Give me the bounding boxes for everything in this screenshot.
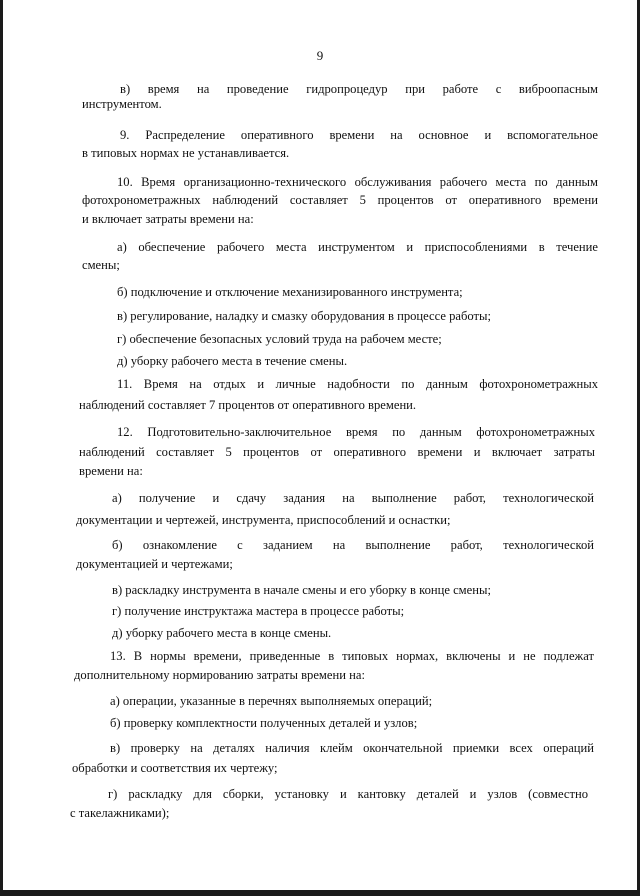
text-line: б) подключение и отключение механизированного инструмента;: [117, 285, 463, 299]
text-line: и включает затраты времени на:: [82, 212, 254, 226]
text-line: смены;: [82, 258, 120, 272]
text-line: г) обеспечение безопасных условий труда на рабочем месте;: [117, 332, 442, 346]
text-line: а) обеспечение рабочего места инструментом и приспособлениями в течение: [117, 240, 598, 254]
text-line: д) уборку рабочего места в конце смены.: [112, 626, 332, 640]
text-line: в) проверку на деталях наличия клейм окончательной приемки всех операций: [110, 741, 594, 755]
text-line: дополнительному нормированию затраты времени на:: [74, 668, 365, 682]
text-line: 10. Время организационно-технического обслуживания рабочего места по данным: [117, 175, 598, 189]
text-line: 9. Распределение оперативного времени на основное и вспомогательное: [120, 128, 598, 142]
text-line: времени на:: [79, 464, 143, 478]
text-line: документацией и чертежами;: [76, 557, 233, 571]
text-line: фотохронометражных наблюдений составляет 5 процентов от оперативного времени: [82, 193, 598, 207]
text-line: в) регулирование, наладку и смазку оборудования в процессе работы;: [117, 309, 492, 323]
text-line: 12. Подготовительно-заключительное время по данным фотохронометражных: [117, 425, 595, 439]
text-line: наблюдений составляет 7 процентов от оперативного времени.: [79, 398, 417, 412]
text-line: наблюдений составляет 5 процентов от оперативного времени и включает затраты: [79, 445, 595, 459]
text-line: г) получение инструктажа мастера в процессе работы;: [112, 604, 405, 618]
text-line: в) время на проведение гидропроцедур при работе с виброопасным: [120, 82, 598, 96]
text-line: 11. Время на отдых и личные надобности по данным фотохронометражных: [117, 377, 598, 391]
text-line: б) проверку комплектности полученных деталей и узлов;: [110, 716, 418, 730]
page-number: 9: [316, 48, 324, 63]
text-line: а) получение и сдачу задания на выполнение работ, технологической: [112, 491, 594, 505]
text-line: обработки и соответствия их чертежу;: [72, 761, 278, 775]
text-line: с такелажниками);: [70, 806, 170, 820]
text-line: 13. В нормы времени, приведенные в типовых нормах, включены и не подлежат: [110, 649, 594, 663]
text-line: инструментом.: [82, 97, 162, 111]
text-line: д) уборку рабочего места в течение смены.: [117, 354, 348, 368]
text-line: документации и чертежей, инструмента, приспособлений и оснастки;: [76, 513, 451, 527]
text-line: а) операции, указанные в перечнях выполняемых операций;: [110, 694, 433, 708]
text-line: г) раскладку для сборки, установку и кантовку деталей и узлов (совместно: [108, 787, 588, 801]
text-line: б) ознакомление с заданием на выполнение работ, технологической: [112, 538, 594, 552]
text-line: в типовых нормах не устанавливается.: [82, 146, 290, 160]
text-line: в) раскладку инструмента в начале смены и его уборку в конце смены;: [112, 583, 491, 597]
scan-edge-left: [0, 0, 3, 896]
scan-edge-bottom: [0, 890, 640, 896]
